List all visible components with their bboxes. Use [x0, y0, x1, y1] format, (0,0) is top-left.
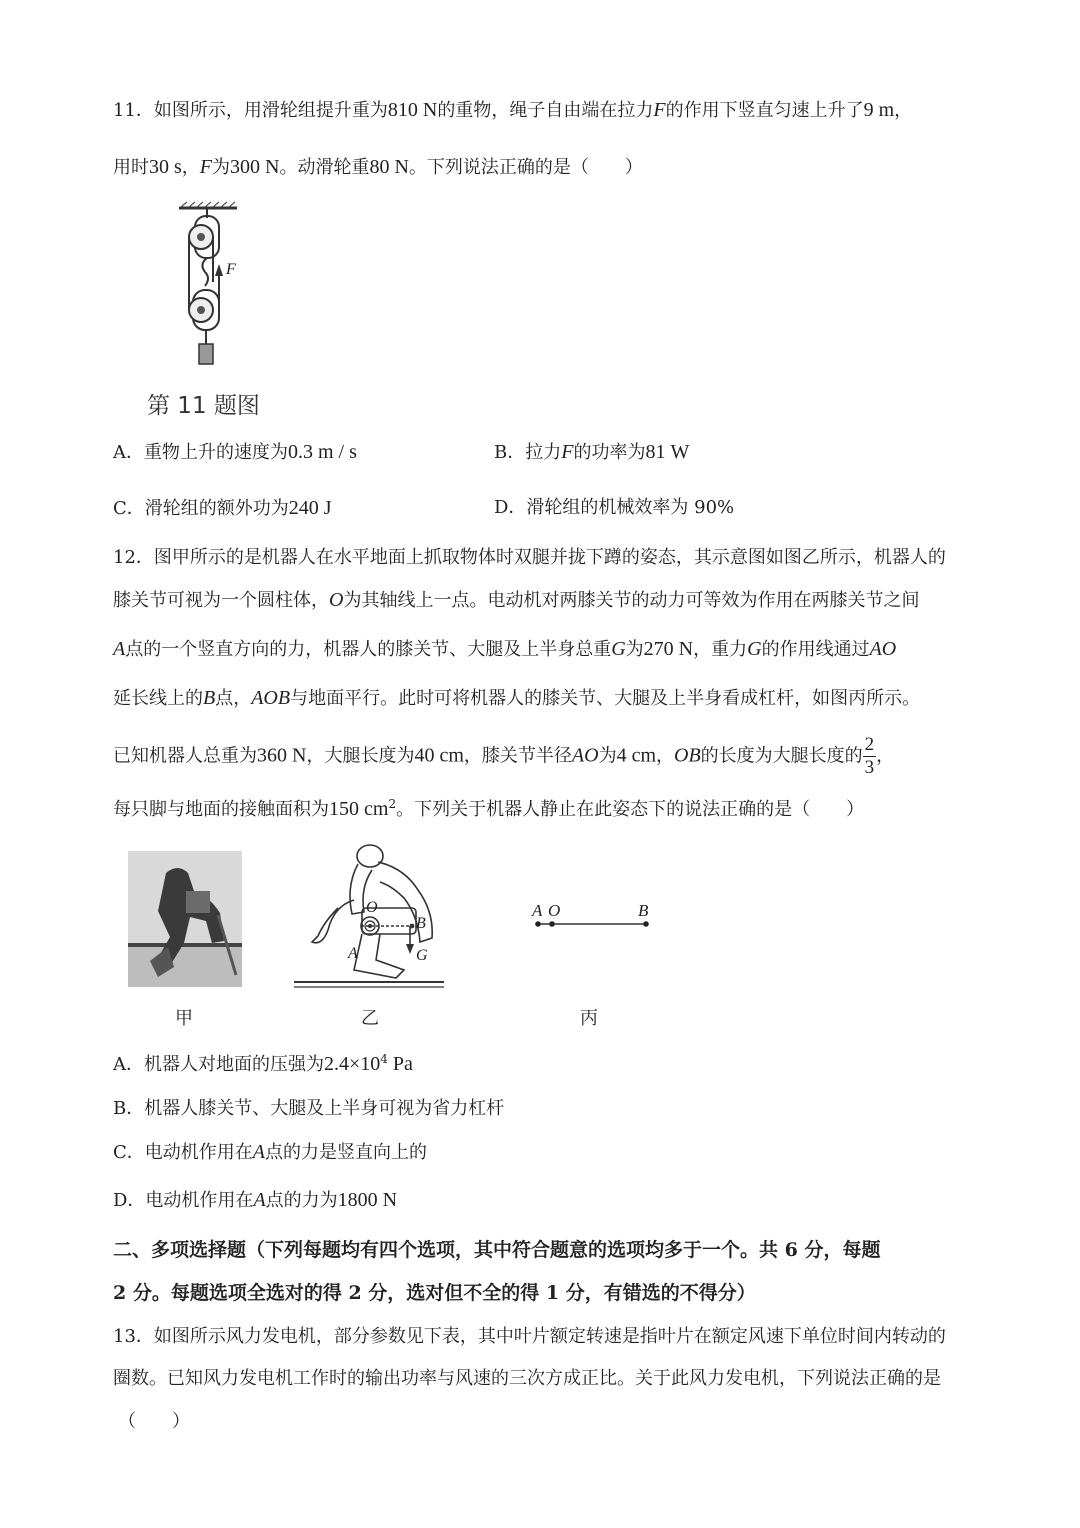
numerator: 2: [864, 734, 875, 755]
robot-diagram: [292, 842, 452, 992]
q12-option-b: B．机器人膝关节、大腿及上半身可视为省力杠杆: [113, 1098, 505, 1119]
ceiling-hatch: [181, 202, 235, 207]
robot-shin: [354, 934, 404, 978]
text: ，: [181, 157, 200, 178]
var-A: A: [113, 638, 126, 660]
text: 膝关节可视为一个圆柱体，: [113, 590, 329, 611]
text: 11．如图所示，用滑轮组提升重为: [113, 100, 388, 121]
q12-line-5: [113, 734, 894, 779]
text: ，: [894, 100, 913, 121]
robot-arm: [312, 900, 354, 943]
robot-photo: [128, 851, 242, 987]
q12-line-2: [113, 588, 919, 613]
var-B: B: [203, 687, 216, 709]
var-G: G: [611, 638, 626, 660]
arrow-up-icon: [215, 264, 223, 276]
thigh-length: 40 cm: [414, 744, 464, 767]
label-O: O: [366, 899, 378, 916]
pressure-value: 2.4×10: [324, 1053, 381, 1075]
section-2-heading-line-1: 二、多项选择题（下列每题均有四个选项，其中符合题意的选项均多于一个。共 6 分，每题: [113, 1239, 881, 1261]
text: A．机器人对地面的压强为: [113, 1054, 324, 1075]
weight-block: [199, 344, 213, 364]
axle: [197, 306, 205, 314]
text: 。下列关于机器人静止在此姿态下的说法正确的是（ ）: [396, 799, 865, 820]
point-A: [535, 921, 541, 927]
text: ，大腿长度为: [306, 745, 415, 767]
text: ，重力: [693, 639, 748, 660]
q13-line-1: 13．如图所示风力发电机，部分参数见下表，其中叶片额定转速是指叶片在额定风速下单位时间内转动的: [113, 1326, 946, 1347]
var-F: F: [561, 441, 574, 463]
unit: Pa: [387, 1053, 413, 1075]
weight-value: 810 N: [387, 99, 438, 121]
text: 为其轴线上一点。电动机对两膝关节的动力可等效为作用在两膝关节之间: [343, 590, 920, 611]
var-AO: AO: [571, 744, 599, 767]
superscript: 2: [388, 797, 397, 811]
caption-jia: 甲: [175, 1008, 193, 1029]
area-value: 150 cm: [329, 798, 389, 820]
robot-head: [357, 845, 383, 867]
text: 为: [598, 745, 617, 767]
text: ，膝关节半径: [463, 745, 572, 767]
text: 延长线上的: [113, 688, 203, 709]
label-F: F: [226, 261, 236, 278]
text: 的重物，绳子自由端在拉力: [437, 100, 654, 121]
text: 每只脚与地面的接触面积为: [113, 799, 329, 820]
point-B: [643, 921, 649, 927]
q13-line-3: （ ）: [118, 1411, 190, 1432]
pulley-figure: [175, 202, 265, 372]
q11-option-d: D．滑轮组的机械效率为 90%: [494, 497, 735, 518]
text: A．重物上升的速度为: [113, 442, 288, 463]
text: B．拉力: [494, 442, 562, 463]
label-G: G: [416, 947, 428, 964]
force-value: 1800 N: [337, 1189, 398, 1211]
q12-line-3: [113, 637, 896, 662]
text: 。动滑轮重: [279, 157, 370, 178]
q11-line-1: [113, 98, 912, 123]
text: 的作用下竖直匀速上升了: [665, 100, 864, 121]
text: 为: [625, 639, 644, 660]
work-value: 240 J: [288, 497, 332, 519]
text: 的功率为: [573, 442, 646, 463]
var-AO: AO: [869, 638, 897, 660]
text: ，: [656, 745, 674, 767]
label-B: B: [416, 915, 426, 932]
label-A: A: [532, 901, 543, 920]
fraction-two-thirds: [863, 734, 877, 779]
pulley-weight-value: 80 N: [369, 156, 409, 178]
text: 已知机器人总重为: [113, 745, 257, 767]
text: 的作用线通过: [761, 639, 870, 660]
q11-option-b: [494, 440, 689, 465]
exponent: 4: [380, 1052, 388, 1066]
section-2-heading-line-2: 2 分。每题选项全选对的得 2 分，选对但不全的得 1 分，有错选的不得分）: [113, 1282, 756, 1304]
text: 。下列说法正确的是（ ）: [408, 157, 643, 178]
label-O: O: [548, 901, 561, 920]
var-F: F: [199, 156, 213, 178]
var-F: F: [653, 99, 666, 121]
q12-option-d: [113, 1188, 397, 1213]
q13-line-2: 圈数。已知风力发电机工作时的输出功率与风速的三次方成正比。关于此风力发电机，下列说法正确的是: [113, 1368, 941, 1389]
power-value: 81 W: [645, 441, 690, 463]
q12-option-c: [113, 1140, 427, 1165]
axle: [197, 233, 205, 241]
text: C．电动机作用在: [113, 1142, 253, 1163]
text: 点的一个竖直方向的力，机器人的膝关节、大腿及上半身总重: [125, 639, 612, 660]
hook-rope: [202, 258, 208, 286]
weight-value: 270 N: [643, 638, 694, 660]
time-value: 30 s: [149, 156, 182, 178]
speed-value: 0.3 m / s: [288, 441, 357, 463]
text: 点的力为: [265, 1190, 338, 1211]
label-A: A: [348, 945, 358, 962]
radius-value: 4 cm: [616, 744, 656, 767]
var-AOB: AOB: [251, 687, 291, 709]
force-value: 300 N: [230, 156, 280, 178]
q12-line-4: [113, 686, 920, 711]
text: ，: [876, 745, 895, 767]
text: C．滑轮组的额外功为: [113, 498, 289, 519]
text: 用时: [113, 157, 149, 178]
q11-option-a: [113, 440, 357, 465]
label-B: B: [638, 901, 649, 920]
point-O: [549, 921, 555, 927]
text: 与地面平行。此时可将机器人的膝关节、大腿及上半身看成杠杆，如图丙所示。: [290, 688, 921, 709]
q12-line-6: [113, 792, 864, 822]
var-A: A: [252, 1141, 265, 1163]
text: 为: [212, 157, 231, 178]
q11-option-c: [113, 496, 332, 521]
var-OB: OB: [674, 744, 701, 767]
text: D．电动机作用在: [113, 1190, 254, 1211]
q12-option-a: [113, 1047, 413, 1077]
text: 点的力是竖直向上的: [265, 1142, 427, 1163]
var-G: G: [747, 638, 762, 660]
caption-yi: 乙: [361, 1008, 379, 1029]
q11-line-2: [113, 155, 643, 180]
total-weight: 360 N: [257, 744, 307, 767]
text: 的长度为大腿长度的: [700, 745, 863, 767]
height-value: 9 m: [863, 99, 895, 121]
q12-line-1: 12．图甲所示的是机器人在水平地面上抓取物体时双腿并拢下蹲的姿态，其示意图如图乙所示，机器人的: [113, 547, 946, 568]
arrow-down-icon: [406, 944, 414, 954]
var-A: A: [253, 1189, 266, 1211]
lever-diagram: [530, 898, 660, 938]
figure-caption: 第 11 题图: [147, 393, 260, 419]
denominator: 3: [864, 757, 875, 778]
text: 点，: [215, 688, 252, 709]
var-O: O: [329, 589, 344, 611]
caption-bing: 丙: [580, 1008, 598, 1029]
